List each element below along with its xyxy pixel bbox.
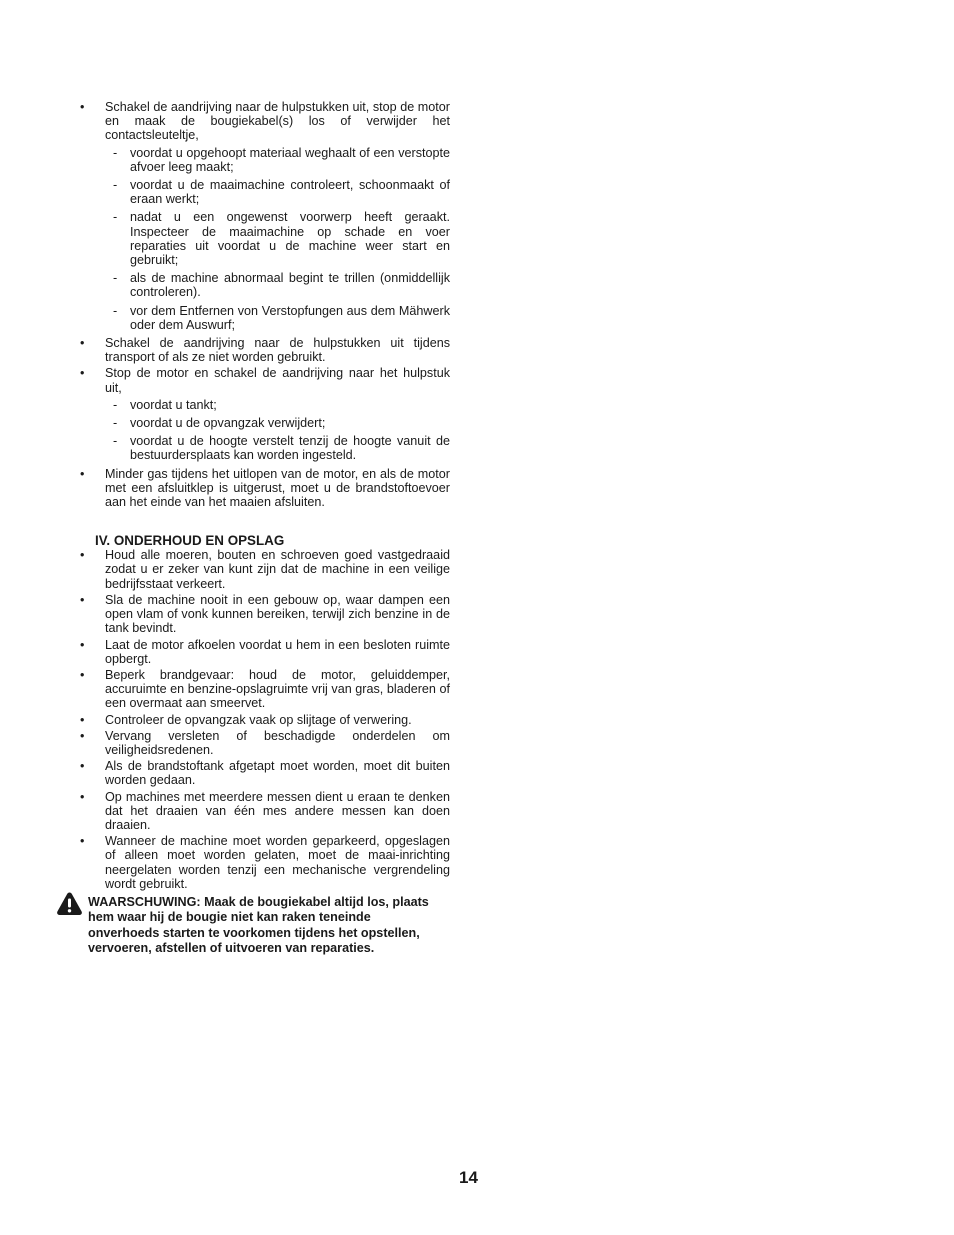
warning-text: WAARSCHUWING: Maak de bougiekabel altijd los, plaats hem waar hij de bougie niet kan raken teneinde onverhoeds starten te voorkomen tijdens het opstellen, vervoeren, afstellen of uitvoeren van reparaties. [88,894,429,956]
page-number: 14 [459,1168,478,1187]
list-item: • Controleer de opvangzak vaak op slijtage of verwering. [80,713,450,727]
list-item [80,100,450,332]
warning-block [80,895,430,957]
sub-list-item: - voordat u de opvangzak verwijdert; [105,416,450,430]
sub-list-item: - als de machine abnormaal begint te trillen (onmiddellijk controleren). [105,271,450,299]
sub-list-item: - voordat u de hoogte verstelt tenzij de hoogte vanuit de bestuurdersplaats kan worden ingesteld. [105,434,450,462]
list-item: • Op machines met meerdere messen dient u eraan te denken dat het draaien van één mes andere messen kan doen draaien. [80,790,450,833]
list-item: • Houd alle moeren, bouten en schroeven goed vastgedraaid zodat u er zeker van kunt zijn dat de machine in een veilige bedrijfsstaat verkeert. [80,548,450,591]
list-item: • Wanneer de machine moet worden geparkeerd, opgeslagen of alleen moet worden gelaten, moet de maai-inrichting neergelaten worden tenzij een mechanische vergrendeling wordt gebruikt. [80,834,450,891]
sub-list-item: - nadat u een ongewenst voorwerp heeft geraakt. Inspecteer de maaimachine op schade en voer reparaties uit voordat u de machine weer start en gebruikt; [105,210,450,267]
text-column [80,100,450,957]
section-title: IV. ONDERHOUD EN OPSLAG [95,533,285,549]
list-item-text: Schakel de aandrijving naar de hulpstukken uit, stop de motor en maak de bougiekabel(s) los of verwijder het contactsleuteltje, [105,100,450,143]
list-item: • Minder gas tijdens het uitlopen van de motor, en als de motor met een afsluitklep is uitgerust, moet u de brandstoftoevoer aan het einde van het maaien afsluiten. [80,467,450,510]
list-item: • Schakel de aandrijving naar de hulpstukken uit tijdens transport of als ze niet worden gebruikt. [80,336,450,364]
list-item: • Vervang versleten of beschadigde onderdelen om veiligheidsredenen. [80,729,450,757]
sub-list [105,146,450,332]
intro-list [80,100,450,509]
sub-list-item: - voordat u de maaimachine controleert, schoonmaakt of eraan werkt; [105,178,450,206]
list-item-text: Stop de motor en schakel de aandrijving naar het hulpstuk uit, [105,366,450,395]
maintenance-list [80,548,450,891]
list-item: • Sla de machine nooit in een gebouw op, waar dampen een open vlam of vonk kunnen bereiken, terwijl zich benzine in de tank bevindt. [80,593,450,636]
warning-triangle-icon [56,891,83,917]
sub-list-item: - voordat u opgehoopt materiaal weghaalt of een verstopte afvoer leeg maakt; [105,146,450,174]
list-item: • Beperk brandgevaar: houd de motor, geluiddemper, accuruimte en benzine-opslagruimte vrij van gras, bladeren of een overmaat aan smeervet. [80,668,450,711]
sub-list-item: - vor dem Entfernen von Verstopfungen aus dem Mähwerk oder dem Auswurf; [105,304,450,332]
list-item: • Als de brandstoftank afgetapt moet worden, moet dit buiten worden gedaan. [80,759,450,787]
sub-list-item: - voordat u tankt; [105,398,450,412]
sub-list [105,398,450,463]
list-item [80,366,450,462]
list-item: • Laat de motor afkoelen voordat u hem in een besloten ruimte opbergt. [80,638,450,666]
